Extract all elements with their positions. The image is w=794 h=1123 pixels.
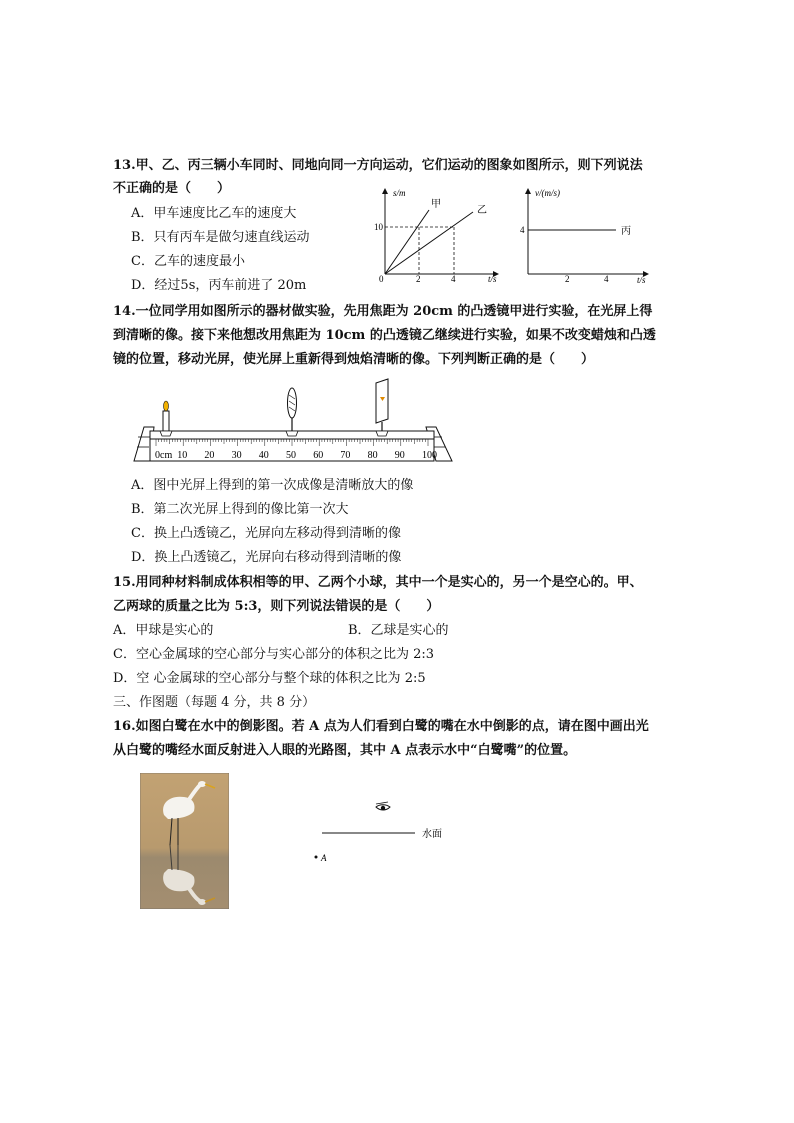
q15-option-b: B．乙球是实心的 — [348, 623, 449, 638]
st-ytick: 10 — [374, 222, 383, 232]
q13-line-2: 不正确的是（ ） — [113, 181, 231, 196]
ruler-label: 40 — [258, 450, 269, 461]
q15-line-2: 乙两球的质量之比为 5:3，则下列说法错误的是（ ） — [113, 599, 440, 614]
q16-line-1: 16.如图白鹭在水中的倒影图。若 A 点为人们看到白鹭的嘴在水中倒影的点，请在图中画出光 — [113, 719, 649, 734]
st-label-jia: 甲 — [431, 199, 441, 210]
st-line-yi — [385, 212, 473, 274]
st-origin: 0 — [379, 274, 384, 284]
vt-xtick-2: 2 — [565, 274, 570, 284]
q13-st-graph — [360, 185, 510, 285]
q13-option-b: B．只有丙车是做匀速直线运动 — [131, 230, 310, 245]
q14-option-a: A．图中光屏上得到的第一次成像是清晰放大的像 — [131, 478, 414, 493]
egret-photo — [140, 773, 229, 909]
q14-option-b: B．第二次光屏上得到的像比第一次大 — [131, 502, 349, 517]
st-label-yi: 乙 — [477, 205, 487, 216]
q16-line-2: 从白鹭的嘴经水面反射进入人眼的光路图，其中 A 点表示水中“白鹭嘴”的位置。 — [113, 743, 577, 758]
st-ylabel: s/m — [393, 188, 406, 198]
st-xlabel: t/s — [488, 274, 497, 284]
vt-ytick: 4 — [520, 225, 525, 235]
water-label: 水面 — [422, 829, 442, 840]
q16-diagram — [300, 795, 460, 870]
vt-ylabel: v/(m/s) — [535, 188, 560, 198]
ruler-label: 80 — [367, 450, 378, 461]
ruler-label: 30 — [231, 450, 242, 461]
section-heading: 三、作图题（每题 4 分，共 8 分） — [113, 695, 316, 710]
ruler-label: 100 — [422, 450, 437, 461]
ruler-label: 90 — [394, 450, 405, 461]
ruler-label: 60 — [313, 450, 324, 461]
q13-vt-graph — [510, 185, 660, 285]
vt-xtick-4: 4 — [604, 274, 609, 284]
q13-option-a: A．甲车速度比乙车的速度大 — [131, 206, 297, 221]
candle — [160, 401, 172, 436]
point-a-label: A — [321, 853, 327, 863]
q14-line-2: 到清晰的像。接下来他想改用焦距为 10cm 的凸透镜乙继续进行实验，如果不改变蜡烛和凸透 — [113, 328, 656, 343]
st-line-jia — [385, 210, 429, 274]
q15-option-a: A．甲球是实心的 — [113, 623, 214, 638]
q14-option-d: D．换上凸透镜乙，光屏向右移动得到清晰的像 — [131, 550, 402, 565]
ruler-label: 70 — [340, 450, 351, 461]
vt-label-bing: 丙 — [621, 226, 631, 237]
q14-line-3: 镜的位置，移动光屏，使光屏上重新得到烛焰清晰的像。下列判断正确的是（ ） — [113, 352, 595, 367]
ruler-label: 10 — [177, 450, 188, 461]
eye-icon — [376, 802, 390, 810]
ruler-label: 20 — [204, 450, 215, 461]
ruler-label: 0cm — [155, 450, 173, 461]
q14-option-c: C．换上凸透镜乙，光屏向左移动得到清晰的像 — [131, 526, 401, 541]
st-xtick-4: 4 — [451, 274, 456, 284]
q13-line-1: 13.甲、乙、丙三辆小车同时、同地向同一方向运动，它们运动的图象如图所示，则下列说法 — [113, 158, 643, 173]
q15-option-c: C．空心金属球的空心部分与实心部分的体积之比为 2:3 — [113, 647, 435, 662]
light-screen — [376, 379, 388, 436]
ruler-label: 50 — [286, 450, 296, 461]
q15-option-d: D．空 心金属球的空心部分与整个球的体积之比为 2:5 — [113, 671, 426, 686]
q13-option-c: C．乙车的速度最小 — [131, 254, 245, 269]
q15-line-1: 15.用同种材料制成体积相等的甲、乙两个小球，其中一个是实心的，另一个是空心的。甲、 — [113, 575, 643, 590]
q14-optical-bench — [130, 375, 460, 470]
st-xtick-2: 2 — [416, 274, 421, 284]
convex-lens — [286, 388, 298, 436]
q14-line-1: 14.一位同学用如图所示的器材做实验，先用焦距为 20cm 的凸透镜甲进行实验，在光屏上得 — [113, 304, 653, 319]
vt-xlabel: t/s — [637, 275, 646, 285]
q13-option-d: D．经过5s，丙车前进了 20m — [131, 278, 307, 293]
point-a-dot — [315, 856, 318, 859]
